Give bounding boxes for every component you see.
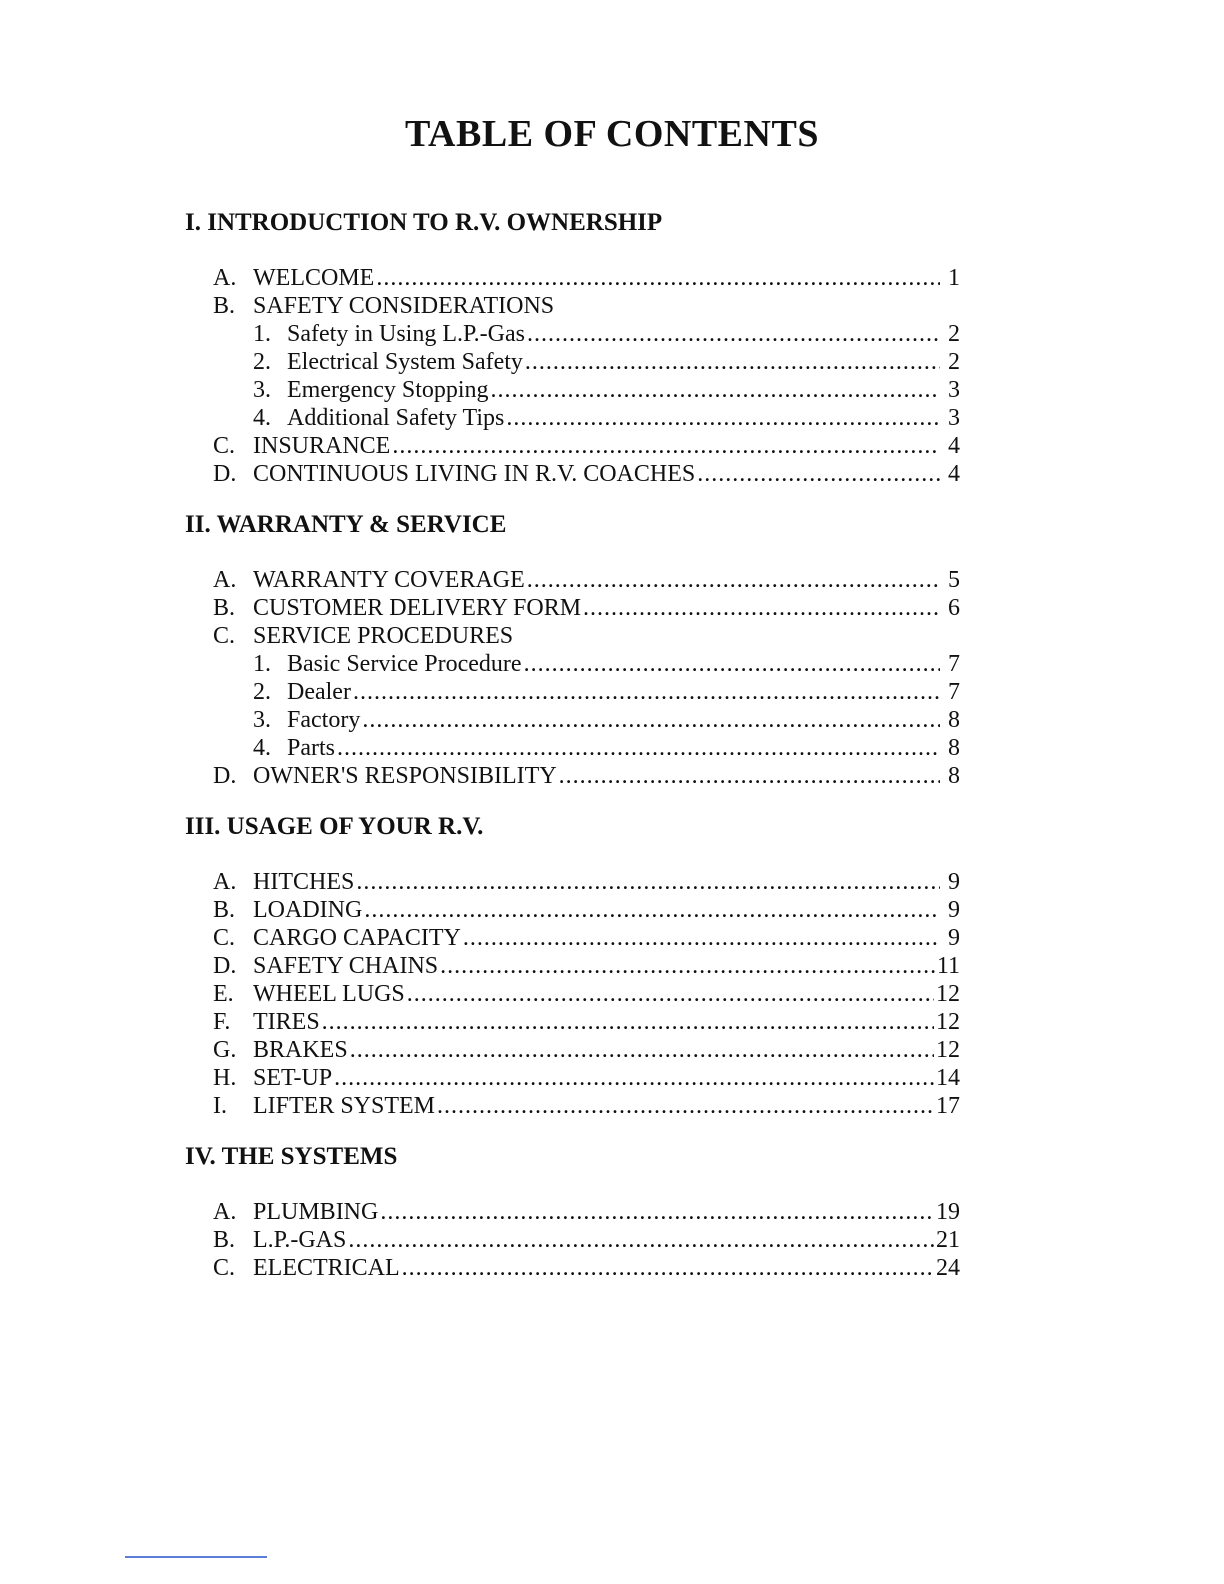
entry-marker: A.	[213, 567, 237, 593]
entry-label	[213, 1008, 320, 1036]
entry-marker: C.	[213, 1255, 236, 1281]
entry-label	[213, 460, 695, 488]
entry-label	[253, 650, 522, 678]
entry-marker: G.	[213, 1037, 237, 1063]
page-number: 12	[936, 1009, 960, 1035]
table-of-contents	[185, 208, 960, 1304]
entry-marker: A.	[213, 265, 237, 291]
page-number: 6	[948, 595, 960, 621]
page-number: 14	[936, 1065, 960, 1091]
dot-leader	[334, 1064, 934, 1092]
dot-leader	[527, 566, 940, 594]
dot-leader	[491, 376, 940, 404]
toc-entry	[185, 980, 960, 1008]
dot-leader	[583, 594, 940, 622]
entry-label	[253, 734, 335, 762]
entry-marker: C.	[213, 433, 236, 459]
dot-leader	[348, 1226, 934, 1254]
entry-text: LOADING	[253, 897, 363, 923]
dot-leader	[322, 1008, 934, 1036]
toc-entry	[185, 292, 960, 320]
page-number: 19	[936, 1199, 960, 1225]
page-number: 12	[936, 981, 960, 1007]
section-heading: II. WARRANTY & SERVICE	[185, 511, 507, 538]
entry-label	[213, 594, 581, 622]
entry-text: SAFETY CONSIDERATIONS	[253, 293, 555, 319]
entry-marker: B.	[213, 595, 236, 621]
entry-marker: A.	[213, 869, 237, 895]
page-number: 9	[948, 869, 960, 895]
entry-text: L.P.-GAS	[253, 1227, 347, 1253]
entry-label	[213, 1092, 435, 1120]
toc-entry	[185, 1064, 960, 1092]
dot-leader	[440, 952, 935, 980]
toc-section	[185, 812, 960, 1120]
entry-marker: 1.	[253, 651, 271, 677]
page-number: 3	[948, 405, 960, 431]
entry-text: HITCHES	[253, 869, 355, 895]
entry-label	[253, 348, 523, 376]
toc-entry	[185, 1226, 960, 1254]
dot-leader	[350, 1036, 934, 1064]
entry-text: WELCOME	[253, 265, 375, 291]
entry-label	[213, 896, 362, 924]
dot-leader	[380, 1198, 934, 1226]
page-number: 11	[936, 953, 960, 979]
entry-label	[253, 404, 504, 432]
entry-marker: 3.	[253, 377, 271, 403]
section-heading: III. USAGE OF YOUR R.V.	[185, 813, 484, 840]
entry-text: Additional Safety Tips	[287, 405, 505, 431]
dot-leader	[525, 348, 940, 376]
entry-label	[213, 952, 438, 980]
dot-leader	[463, 924, 940, 952]
footer-rule	[125, 1556, 267, 1558]
toc-entry	[185, 868, 960, 896]
toc-entry	[185, 622, 960, 650]
entry-text: Dealer	[287, 679, 351, 705]
dot-leader	[527, 320, 940, 348]
section-heading: IV. THE SYSTEMS	[185, 1143, 398, 1170]
page-number: 17	[936, 1093, 960, 1119]
dot-leader	[524, 650, 940, 678]
page-number: 8	[948, 763, 960, 789]
toc-entry	[185, 896, 960, 924]
toc-entry	[185, 924, 960, 952]
toc-subentry	[185, 348, 960, 376]
dot-leader	[376, 264, 940, 292]
dot-leader	[337, 734, 940, 762]
toc-entry	[185, 952, 960, 980]
entry-label	[213, 1064, 332, 1092]
page-number: 5	[948, 567, 960, 593]
entry-text: Electrical System Safety	[287, 349, 523, 375]
entry-marker: I.	[213, 1093, 227, 1119]
entry-text: CONTINUOUS LIVING IN R.V. COACHES	[253, 461, 696, 487]
entry-text: TIRES	[253, 1009, 320, 1035]
entry-marker: 1.	[253, 321, 271, 347]
entry-label	[213, 868, 354, 896]
dot-leader	[506, 404, 940, 432]
entry-text: SERVICE PROCEDURES	[253, 623, 514, 649]
entry-label	[213, 264, 374, 292]
entry-text: LIFTER SYSTEM	[253, 1093, 436, 1119]
entry-label	[213, 1036, 348, 1064]
toc-subentry	[185, 706, 960, 734]
entry-marker: 4.	[253, 405, 271, 431]
page-number: 2	[948, 321, 960, 347]
entry-label	[253, 320, 525, 348]
entry-label	[213, 432, 390, 460]
entry-text: WHEEL LUGS	[253, 981, 405, 1007]
entry-label	[213, 292, 554, 320]
entry-text: ELECTRICAL	[253, 1255, 400, 1281]
page-number: 8	[948, 707, 960, 733]
entry-marker: A.	[213, 1199, 237, 1225]
entry-label	[213, 566, 525, 594]
entry-text: Factory	[287, 707, 361, 733]
toc-entry	[185, 1198, 960, 1226]
page-number: 24	[936, 1255, 960, 1281]
page-number: 9	[948, 897, 960, 923]
toc-section	[185, 510, 960, 790]
page-title: TABLE OF CONTENTS	[405, 113, 819, 155]
dot-leader	[362, 706, 940, 734]
entry-text: PLUMBING	[253, 1199, 379, 1225]
entry-text: Basic Service Procedure	[287, 651, 522, 677]
entry-marker: H.	[213, 1065, 237, 1091]
page-number: 4	[948, 433, 960, 459]
entry-marker: E.	[213, 981, 234, 1007]
page-number: 9	[948, 925, 960, 951]
page-number: 7	[948, 679, 960, 705]
entry-marker: D.	[213, 763, 237, 789]
entry-label	[213, 924, 461, 952]
entry-label	[253, 376, 489, 404]
entry-marker: F.	[213, 1009, 231, 1035]
toc-entry	[185, 594, 960, 622]
entry-text: SAFETY CHAINS	[253, 953, 439, 979]
entry-marker: B.	[213, 293, 236, 319]
section-heading: I. INTRODUCTION TO R.V. OWNERSHIP	[185, 209, 663, 236]
entry-label	[213, 622, 513, 650]
entry-label	[253, 706, 360, 734]
dot-leader	[559, 762, 940, 790]
toc-subentry	[185, 678, 960, 706]
toc-entry	[185, 566, 960, 594]
dot-leader	[356, 868, 940, 896]
page-number: 4	[948, 461, 960, 487]
page-number: 8	[948, 735, 960, 761]
toc-entry	[185, 1254, 960, 1282]
dot-leader	[402, 1254, 934, 1282]
toc-entry	[185, 1036, 960, 1064]
entry-label	[213, 762, 557, 790]
entry-marker: 4.	[253, 735, 271, 761]
entry-text: WARRANTY COVERAGE	[253, 567, 525, 593]
page-number: 1	[948, 265, 960, 291]
dot-leader	[353, 678, 940, 706]
toc-section	[185, 1142, 960, 1282]
entry-text: CARGO CAPACITY	[253, 925, 461, 951]
entry-marker: 3.	[253, 707, 271, 733]
dot-leader	[437, 1092, 934, 1120]
page-number: 21	[936, 1227, 960, 1253]
entry-marker: 2.	[253, 349, 271, 375]
entry-text: Safety in Using L.P.-Gas	[287, 321, 525, 347]
toc-entry	[185, 264, 960, 292]
entry-label	[213, 1198, 378, 1226]
entry-marker: D.	[213, 461, 237, 487]
toc-entry	[185, 1092, 960, 1120]
toc-subentry	[185, 650, 960, 678]
entry-text: CUSTOMER DELIVERY FORM	[253, 595, 582, 621]
toc-entry	[185, 762, 960, 790]
dot-leader	[364, 896, 940, 924]
toc-subentry	[185, 376, 960, 404]
page-number: 2	[948, 349, 960, 375]
entry-text: INSURANCE	[253, 433, 391, 459]
entry-marker: B.	[213, 1227, 236, 1253]
entry-text: BRAKES	[253, 1037, 348, 1063]
entry-marker: C.	[213, 925, 236, 951]
toc-entry	[185, 460, 960, 488]
entry-text: Parts	[287, 735, 335, 761]
entry-text: OWNER'S RESPONSIBILITY	[253, 763, 557, 789]
toc-entry	[185, 432, 960, 460]
entry-marker: D.	[213, 953, 237, 979]
entry-label	[213, 1254, 400, 1282]
page-number: 12	[936, 1037, 960, 1063]
dot-leader	[407, 980, 934, 1008]
toc-subentry	[185, 734, 960, 762]
entry-text: Emergency Stopping	[287, 377, 489, 403]
entry-label	[253, 678, 351, 706]
toc-section	[185, 208, 960, 488]
entry-marker: B.	[213, 897, 236, 923]
dot-leader	[697, 460, 940, 488]
dot-leader	[392, 432, 940, 460]
entry-text: SET-UP	[253, 1065, 333, 1091]
toc-subentry	[185, 320, 960, 348]
toc-entry	[185, 1008, 960, 1036]
entry-marker: 2.	[253, 679, 271, 705]
page-number: 3	[948, 377, 960, 403]
entry-marker: C.	[213, 623, 236, 649]
toc-subentry	[185, 404, 960, 432]
entry-label	[213, 980, 405, 1008]
page-number: 7	[948, 651, 960, 677]
entry-label	[213, 1226, 346, 1254]
